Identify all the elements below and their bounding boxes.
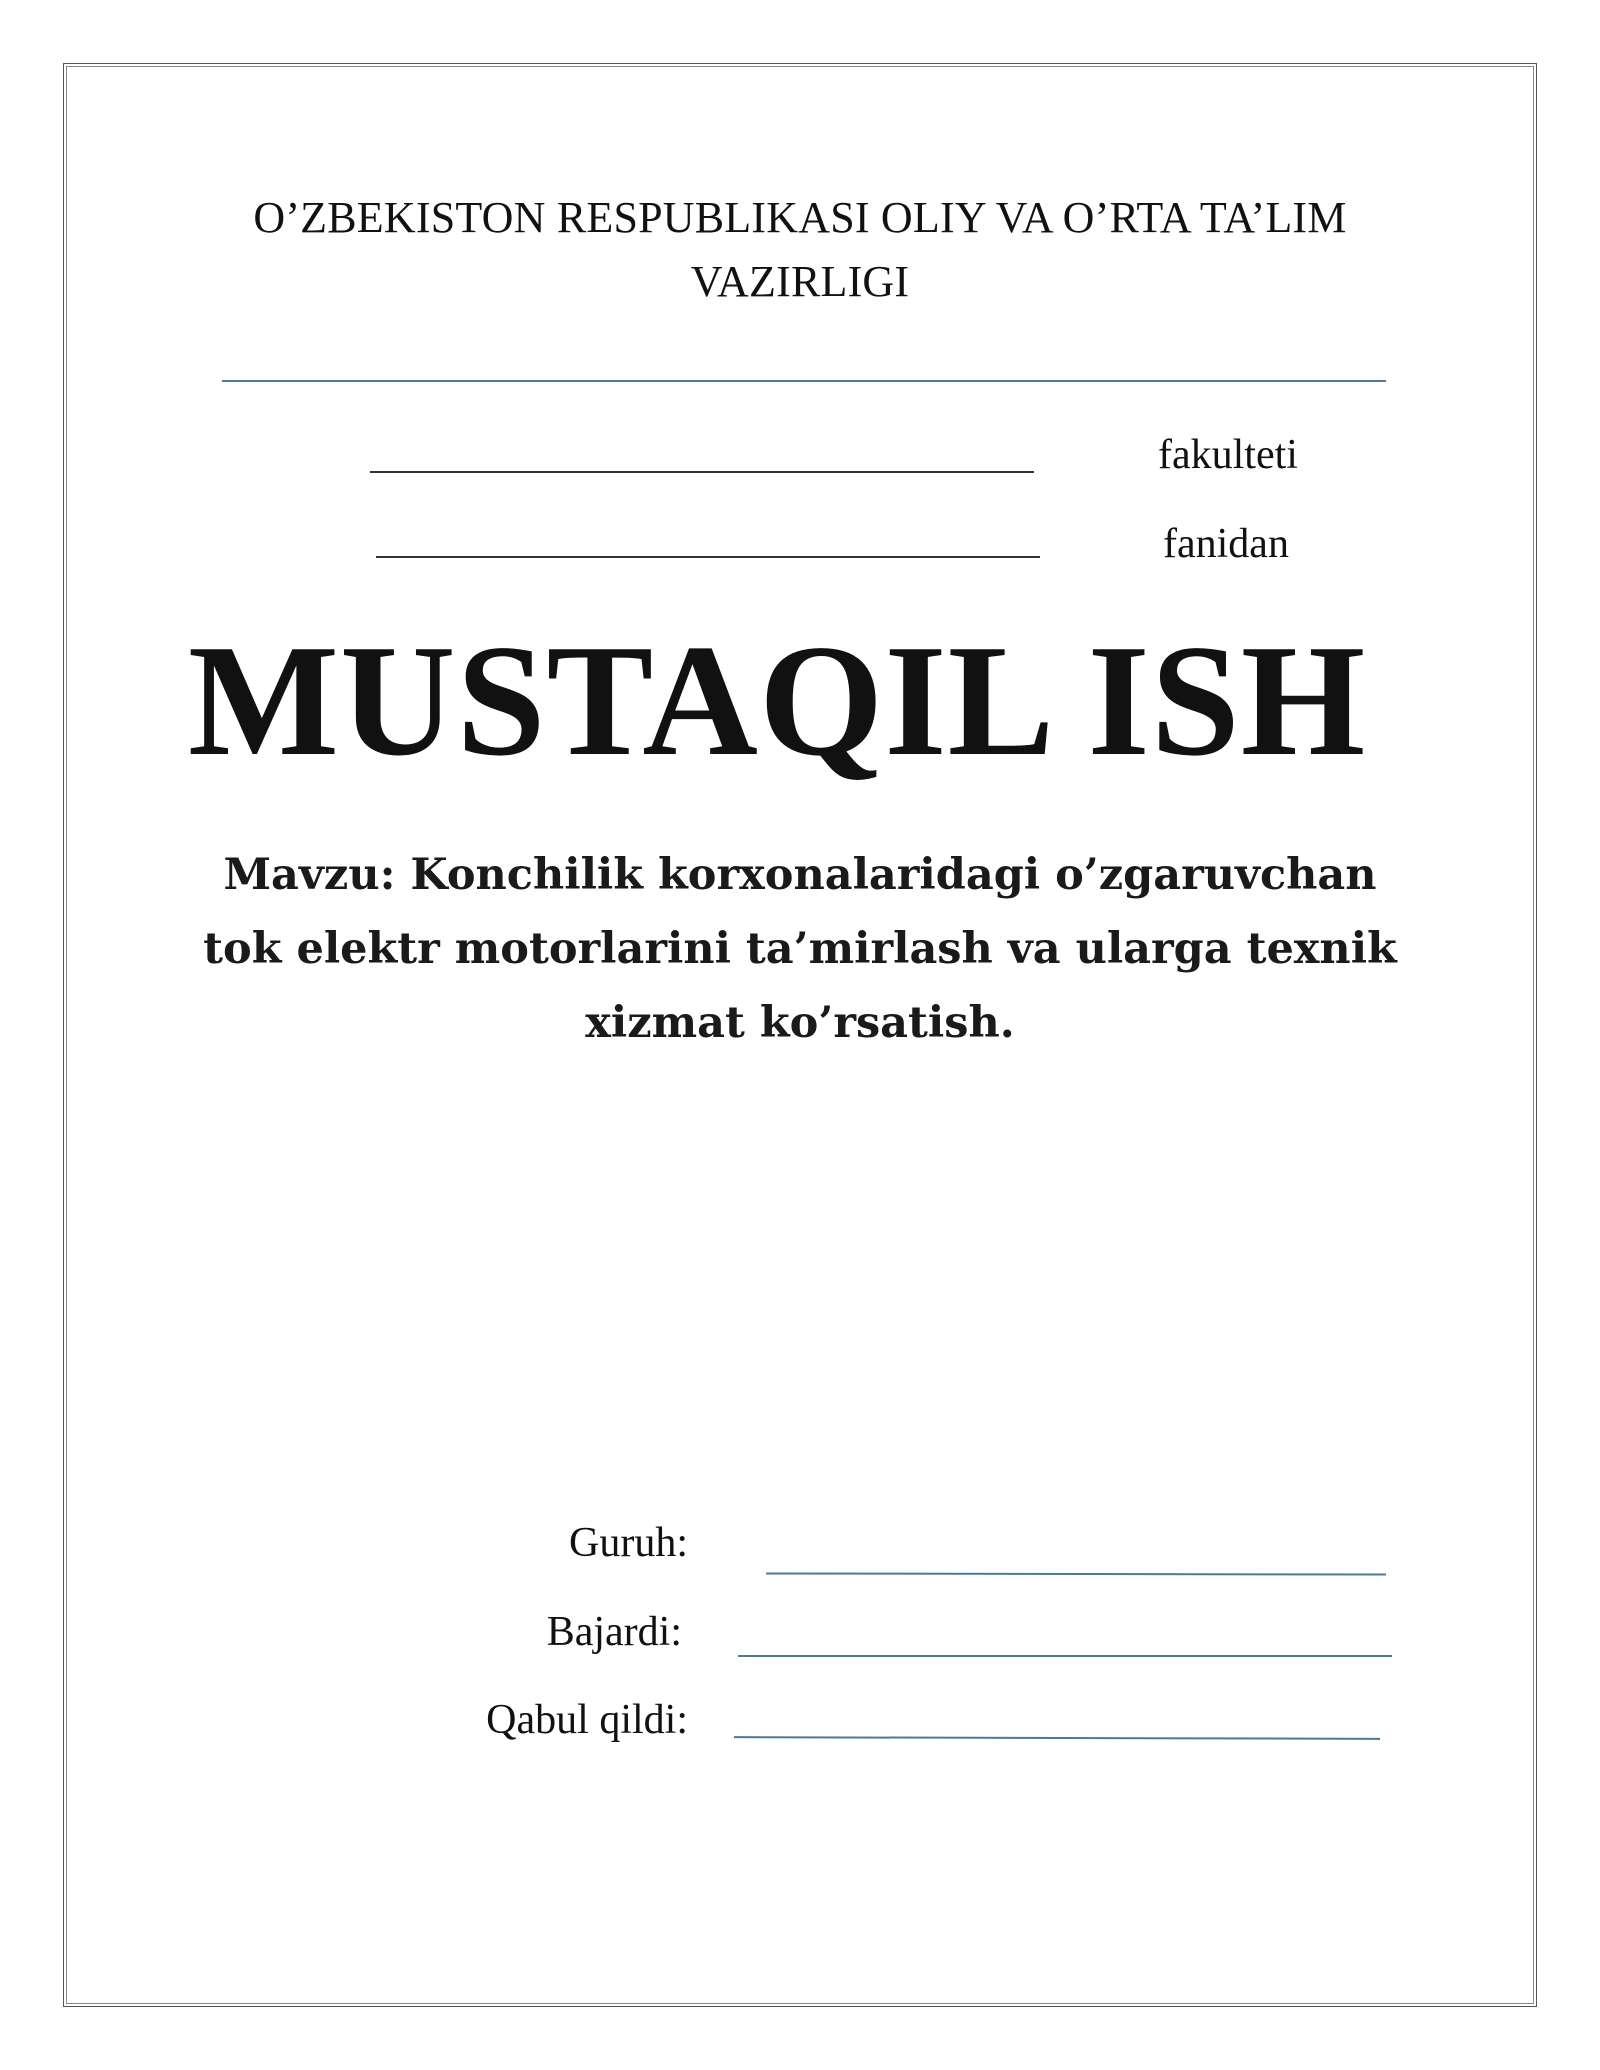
group-label: Guruh: bbox=[569, 1520, 688, 1566]
topic-line-3: xizmat ko’rsatish. bbox=[585, 998, 1015, 1048]
performer-label: Bajardi: bbox=[546, 1609, 682, 1655]
subject-blank-line bbox=[376, 556, 1040, 558]
ministry-heading-line-2: VAZIRLIGI bbox=[690, 257, 910, 306]
faculty-label: fakulteti bbox=[1158, 432, 1298, 478]
topic-line-2: tok elektr motorlarini ta’mirlash va ularga texnik bbox=[203, 924, 1397, 974]
reviewer-label: Qabul qildi: bbox=[486, 1697, 688, 1743]
institution-blank-line bbox=[222, 380, 1386, 382]
topic-block bbox=[160, 838, 1440, 1060]
subject-label: fanidan bbox=[1163, 521, 1289, 567]
ministry-heading-line-1: O’ZBEKISTON RESPUBLIKASI OLIY VA O’RTA TA’LIM bbox=[253, 193, 1347, 242]
document-type-title: MUSTAQIL ISH bbox=[188, 611, 1367, 789]
performer-blank-line bbox=[738, 1655, 1392, 1657]
faculty-blank-line bbox=[370, 471, 1034, 473]
ministry-heading bbox=[150, 186, 1450, 314]
topic-line-1: Mavzu: Konchilik korxonalaridagi o’zgaruvchan bbox=[223, 850, 1377, 900]
